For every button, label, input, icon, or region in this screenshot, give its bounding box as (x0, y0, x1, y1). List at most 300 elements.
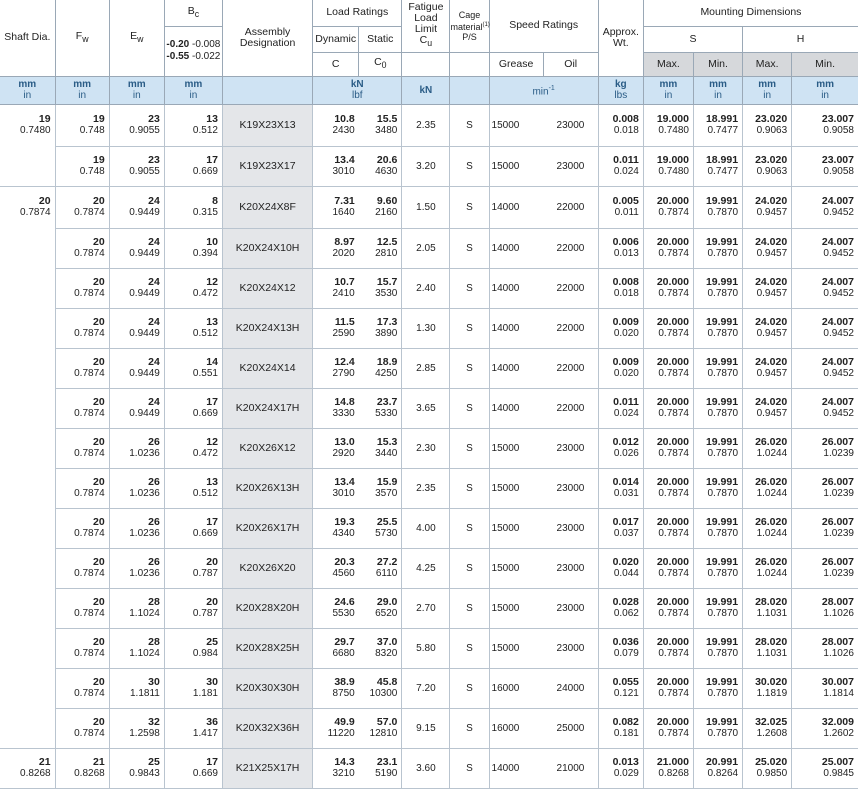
unit-shaft: mm in (0, 76, 55, 104)
cell-cage: S (450, 146, 489, 186)
cell-fw: 20 0.7874 (55, 428, 109, 468)
cell-h-min: 24.007 0.9452 (792, 268, 858, 308)
cell-shaft-dia (0, 508, 55, 548)
cell-bc: 20 0.787 (164, 548, 222, 588)
cell-cage: S (450, 186, 489, 228)
cell-h-max: 26.020 1.0244 (743, 548, 792, 588)
header-approx-wt: Approx. Wt. (598, 0, 643, 76)
cell-weight: 0.006 0.013 (598, 228, 643, 268)
cell-cage: S (450, 228, 489, 268)
cell-s-min: 19.991 0.7870 (693, 428, 742, 468)
cell-ew: 23 0.9055 (109, 146, 164, 186)
cell-h-min: 26.007 1.0239 (792, 508, 858, 548)
cell-bc: 13 0.512 (164, 308, 222, 348)
cell-shaft-dia: 20 0.7874 (0, 186, 55, 228)
cell-dynamic-c: 12.4 2790 (313, 348, 359, 388)
cell-s-min: 20.991 0.8264 (693, 748, 742, 788)
cell-static-c0: 57.0 12810 (359, 708, 402, 748)
cell-shaft-dia (0, 268, 55, 308)
cell-oil: 22000 (543, 308, 598, 348)
cell-static-c0: 20.6 4630 (359, 146, 402, 186)
cell-h-min: 24.007 0.9452 (792, 388, 858, 428)
cell-weight: 0.028 0.062 (598, 588, 643, 628)
cell-h-min: 24.007 0.9452 (792, 348, 858, 388)
table-row (0, 628, 858, 668)
cell-grease: 15000 (489, 428, 543, 468)
cell-oil: 25000 (543, 708, 598, 748)
cell-grease: 15000 (489, 146, 543, 186)
cell-h-max: 24.020 0.9457 (743, 308, 792, 348)
header-grease: Grease (489, 52, 543, 76)
cell-oil: 23000 (543, 548, 598, 588)
cell-dynamic-c: 29.7 6680 (313, 628, 359, 668)
cell-s-min: 18.991 0.7477 (693, 104, 742, 146)
cell-oil: 22000 (543, 388, 598, 428)
cell-assembly-designation: K20X24X14 (222, 348, 312, 388)
cell-grease: 15000 (489, 104, 543, 146)
cell-assembly-designation: K21X25X17H (222, 748, 312, 788)
cell-oil: 23000 (543, 508, 598, 548)
cell-ew: 23 0.9055 (109, 104, 164, 146)
header-speed-ratings: Speed Ratings (489, 0, 598, 52)
cell-cage: S (450, 708, 489, 748)
cell-weight: 0.020 0.044 (598, 548, 643, 588)
header-fw: $F_w$ (55, 0, 109, 76)
cell-grease: 15000 (489, 508, 543, 548)
header-h-max: Max. (743, 52, 792, 76)
cell-cage: S (450, 748, 489, 788)
cell-shaft-dia (0, 588, 55, 628)
cell-bc: 8 0.315 (164, 186, 222, 228)
cell-assembly-designation: K20X28X20H (222, 588, 312, 628)
unit-h-min: mm in (792, 76, 858, 104)
cell-grease: 14000 (489, 268, 543, 308)
cell-static-c0: 9.60 2160 (359, 186, 402, 228)
cell-fatigue-cu: 7.20 (402, 668, 450, 708)
cell-weight: 0.011 0.024 (598, 388, 643, 428)
cell-weight: 0.011 0.024 (598, 146, 643, 186)
cell-cage: S (450, 508, 489, 548)
cell-oil: 24000 (543, 668, 598, 708)
cell-fw: 20 0.7874 (55, 186, 109, 228)
cell-bc: 36 1.417 (164, 708, 222, 748)
cell-s-max: 20.000 0.7874 (643, 508, 693, 548)
cell-s-min: 19.991 0.7870 (693, 708, 742, 748)
cell-static-c0: 25.5 5730 (359, 508, 402, 548)
cell-assembly-designation: K19X23X17 (222, 146, 312, 186)
cell-ew: 24 0.9449 (109, 308, 164, 348)
cell-weight: 0.036 0.079 (598, 628, 643, 668)
cell-s-min: 18.991 0.7477 (693, 146, 742, 186)
unit-fatigue: kN (402, 76, 450, 104)
cell-grease: 16000 (489, 668, 543, 708)
cell-ew: 26 1.0236 (109, 428, 164, 468)
cell-assembly-designation: K20X26X13H (222, 468, 312, 508)
cell-ew: 26 1.0236 (109, 548, 164, 588)
cell-fatigue-cu: 2.85 (402, 348, 450, 388)
cell-assembly-designation: K20X30X30H (222, 668, 312, 708)
cell-cage: S (450, 104, 489, 146)
cell-bc: 13 0.512 (164, 104, 222, 146)
cell-cage: S (450, 548, 489, 588)
cell-s-min: 19.991 0.7870 (693, 508, 742, 548)
cell-oil: 22000 (543, 186, 598, 228)
cell-static-c0: 15.9 3570 (359, 468, 402, 508)
cell-assembly-designation: K20X24X10H (222, 228, 312, 268)
cell-fw: 20 0.7874 (55, 708, 109, 748)
cell-fatigue-cu: 4.00 (402, 508, 450, 548)
cell-s-max: 20.000 0.7874 (643, 548, 693, 588)
cell-shaft-dia: 19 0.7480 (0, 104, 55, 146)
cell-weight: 0.009 0.020 (598, 348, 643, 388)
cell-h-max: 25.020 0.9850 (743, 748, 792, 788)
cell-fw: 20 0.7874 (55, 268, 109, 308)
cell-h-max: 26.020 1.0244 (743, 468, 792, 508)
cell-ew: 28 1.1024 (109, 628, 164, 668)
cell-fw: 20 0.7874 (55, 388, 109, 428)
cell-dynamic-c: 14.3 3210 (313, 748, 359, 788)
cell-static-c0: 15.3 3440 (359, 428, 402, 468)
cell-oil: 23000 (543, 588, 598, 628)
cell-ew: 24 0.9449 (109, 268, 164, 308)
cell-h-max: 30.020 1.1819 (743, 668, 792, 708)
cell-s-min: 19.991 0.7870 (693, 588, 742, 628)
cell-s-min: 19.991 0.7870 (693, 348, 742, 388)
cell-static-c0: 12.5 2810 (359, 228, 402, 268)
table-row (0, 708, 858, 748)
cell-grease: 15000 (489, 628, 543, 668)
cell-shaft-dia (0, 708, 55, 748)
cell-fw: 20 0.7874 (55, 628, 109, 668)
table-row (0, 388, 858, 428)
cell-dynamic-c: 11.5 2590 (313, 308, 359, 348)
cell-ew: 24 0.9449 (109, 186, 164, 228)
cell-grease: 14000 (489, 748, 543, 788)
cell-cage: S (450, 268, 489, 308)
cell-dynamic-c: 13.4 3010 (313, 468, 359, 508)
cell-fw: 20 0.7874 (55, 508, 109, 548)
cell-dynamic-c: 38.9 8750 (313, 668, 359, 708)
cell-grease: 14000 (489, 348, 543, 388)
cell-shaft-dia (0, 628, 55, 668)
cell-s-min: 19.991 0.7870 (693, 388, 742, 428)
cell-s-max: 19.000 0.7480 (643, 104, 693, 146)
cell-bc: 13 0.512 (164, 468, 222, 508)
cell-h-max: 24.020 0.9457 (743, 228, 792, 268)
cell-fatigue-cu: 3.20 (402, 146, 450, 186)
unit-bc: mm in (164, 76, 222, 104)
cell-grease: 15000 (489, 468, 543, 508)
cell-assembly-designation: K20X28X25H (222, 628, 312, 668)
cell-fw: 20 0.7874 (55, 468, 109, 508)
table-row (0, 508, 858, 548)
cell-h-min: 23.007 0.9058 (792, 146, 858, 186)
cell-h-min: 24.007 0.9452 (792, 228, 858, 268)
cell-shaft-dia (0, 428, 55, 468)
cell-assembly-designation: K20X32X36H (222, 708, 312, 748)
table-row (0, 548, 858, 588)
cell-weight: 0.012 0.026 (598, 428, 643, 468)
cell-bc: 17 0.669 (164, 508, 222, 548)
table-row (0, 228, 858, 268)
header-c0: $C_0$ (359, 52, 402, 76)
cell-assembly-designation: K20X26X17H (222, 508, 312, 548)
cell-s-max: 20.000 0.7874 (643, 428, 693, 468)
cell-h-min: 26.007 1.0239 (792, 468, 858, 508)
cell-shaft-dia (0, 146, 55, 186)
unit-wt: kg lbs (598, 76, 643, 104)
cell-bc: 17 0.669 (164, 748, 222, 788)
cell-h-max: 28.020 1.1031 (743, 628, 792, 668)
cell-static-c0: 23.7 5330 (359, 388, 402, 428)
cell-dynamic-c: 10.7 2410 (313, 268, 359, 308)
cell-fatigue-cu: 5.80 (402, 628, 450, 668)
cell-shaft-dia (0, 388, 55, 428)
cell-fw: 20 0.7874 (55, 668, 109, 708)
cell-ew: 28 1.1024 (109, 588, 164, 628)
cell-ew: 25 0.9843 (109, 748, 164, 788)
cell-s-max: 20.000 0.7874 (643, 268, 693, 308)
cell-h-max: 24.020 0.9457 (743, 186, 792, 228)
unit-fw: mm in (55, 76, 109, 104)
cell-fatigue-cu: 3.60 (402, 748, 450, 788)
cell-fatigue-cu: 2.35 (402, 104, 450, 146)
cell-s-min: 19.991 0.7870 (693, 628, 742, 668)
cell-fatigue-cu: 2.05 (402, 228, 450, 268)
unit-ew: mm in (109, 76, 164, 104)
cell-s-max: 20.000 0.7874 (643, 308, 693, 348)
unit-h-max: mm in (743, 76, 792, 104)
cell-s-max: 20.000 0.7874 (643, 468, 693, 508)
cell-oil: 22000 (543, 228, 598, 268)
header-c: C (313, 52, 359, 76)
cell-s-max: 20.000 0.7874 (643, 388, 693, 428)
cell-ew: 26 1.0236 (109, 508, 164, 548)
cell-oil: 23000 (543, 146, 598, 186)
header-ew: $E_w$ (109, 0, 164, 76)
cell-grease: 15000 (489, 588, 543, 628)
cell-oil: 22000 (543, 348, 598, 388)
cell-s-max: 20.000 0.7874 (643, 628, 693, 668)
cell-s-max: 20.000 0.7874 (643, 228, 693, 268)
table-row (0, 308, 858, 348)
cell-grease: 16000 (489, 708, 543, 748)
cell-s-min: 19.991 0.7870 (693, 468, 742, 508)
header-cu-blank (402, 52, 450, 76)
cell-weight: 0.017 0.037 (598, 508, 643, 548)
table-row (0, 428, 858, 468)
table-row (0, 104, 858, 146)
cell-fatigue-cu: 9.15 (402, 708, 450, 748)
cell-oil: 23000 (543, 104, 598, 146)
cell-s-max: 20.000 0.7874 (643, 668, 693, 708)
table-row (0, 468, 858, 508)
cell-bc: 20 0.787 (164, 588, 222, 628)
cell-cage: S (450, 628, 489, 668)
units-row (0, 76, 858, 104)
cell-h-max: 23.020 0.9063 (743, 104, 792, 146)
cell-bc: 17 0.669 (164, 388, 222, 428)
header-shaft-dia: Shaft Dia. (0, 0, 55, 76)
cell-s-min: 19.991 0.7870 (693, 668, 742, 708)
header-bc-tolerance: -0.20 -0.008 -0.55 -0.022 (164, 26, 222, 76)
header-h-min: Min. (792, 52, 858, 76)
cell-grease: 14000 (489, 308, 543, 348)
cell-h-min: 28.007 1.1026 (792, 628, 858, 668)
cell-fw: 19 0.748 (55, 146, 109, 186)
header-bc: $B_c$ (164, 0, 222, 26)
cell-fatigue-cu: 2.35 (402, 468, 450, 508)
cell-oil: 21000 (543, 748, 598, 788)
cell-h-max: 26.020 1.0244 (743, 428, 792, 468)
cell-h-min: 32.009 1.2602 (792, 708, 858, 748)
cell-s-max: 20.000 0.7874 (643, 588, 693, 628)
table-row (0, 348, 858, 388)
cell-bc: 14 0.551 (164, 348, 222, 388)
cell-bc: 12 0.472 (164, 268, 222, 308)
cell-cage: S (450, 668, 489, 708)
cell-ew: 32 1.2598 (109, 708, 164, 748)
cell-h-min: 23.007 0.9058 (792, 104, 858, 146)
table-row (0, 668, 858, 708)
cell-shaft-dia (0, 308, 55, 348)
cell-weight: 0.009 0.020 (598, 308, 643, 348)
cell-assembly-designation: K19X23X13 (222, 104, 312, 146)
cell-s-max: 21.000 0.8268 (643, 748, 693, 788)
cell-oil: 23000 (543, 428, 598, 468)
cell-static-c0: 45.8 10300 (359, 668, 402, 708)
table-row (0, 186, 858, 228)
cell-fw: 20 0.7874 (55, 588, 109, 628)
cell-cage: S (450, 588, 489, 628)
cell-shaft-dia: 21 0.8268 (0, 748, 55, 788)
header-s: S (643, 26, 742, 52)
cell-dynamic-c: 14.8 3330 (313, 388, 359, 428)
table-row (0, 588, 858, 628)
cell-cage: S (450, 468, 489, 508)
cell-assembly-designation: K20X24X8F (222, 186, 312, 228)
cell-weight: 0.013 0.029 (598, 748, 643, 788)
cell-h-min: 28.007 1.1026 (792, 588, 858, 628)
cell-static-c0: 15.5 3480 (359, 104, 402, 146)
cell-bc: 12 0.472 (164, 428, 222, 468)
cell-static-c0: 37.0 8320 (359, 628, 402, 668)
cell-s-min: 19.991 0.7870 (693, 548, 742, 588)
cell-assembly-designation: K20X26X12 (222, 428, 312, 468)
cell-s-max: 19.000 0.7480 (643, 146, 693, 186)
cell-fatigue-cu: 2.70 (402, 588, 450, 628)
cell-oil: 23000 (543, 628, 598, 668)
cell-bc: 30 1.181 (164, 668, 222, 708)
cell-assembly-designation: K20X24X12 (222, 268, 312, 308)
cell-s-max: 20.000 0.7874 (643, 348, 693, 388)
unit-s-max: mm in (643, 76, 693, 104)
cell-weight: 0.008 0.018 (598, 268, 643, 308)
table-row (0, 146, 858, 186)
cell-fw: 20 0.7874 (55, 548, 109, 588)
cell-cage: S (450, 308, 489, 348)
cell-fatigue-cu: 4.25 (402, 548, 450, 588)
cell-s-max: 20.000 0.7874 (643, 708, 693, 748)
cell-s-min: 19.991 0.7870 (693, 228, 742, 268)
cell-fw: 20 0.7874 (55, 348, 109, 388)
cell-fatigue-cu: 2.30 (402, 428, 450, 468)
cell-dynamic-c: 49.9 11220 (313, 708, 359, 748)
cell-oil: 22000 (543, 268, 598, 308)
cell-assembly-designation: K20X24X13H (222, 308, 312, 348)
cell-dynamic-c: 10.8 2430 (313, 104, 359, 146)
cell-grease: 14000 (489, 388, 543, 428)
cell-s-min: 19.991 0.7870 (693, 308, 742, 348)
cell-bc: 17 0.669 (164, 146, 222, 186)
unit-desig (222, 76, 312, 104)
cell-dynamic-c: 19.3 4340 (313, 508, 359, 548)
cell-static-c0: 23.1 5190 (359, 748, 402, 788)
header-load-ratings: Load Ratings (313, 0, 402, 26)
cell-h-min: 26.007 1.0239 (792, 548, 858, 588)
header-dynamic: Dynamic (313, 26, 359, 52)
cell-s-min: 19.991 0.7870 (693, 186, 742, 228)
cell-static-c0: 17.3 3890 (359, 308, 402, 348)
cell-h-min: 25.007 0.9845 (792, 748, 858, 788)
cell-h-max: 32.025 1.2608 (743, 708, 792, 748)
unit-load-ratings: kN lbf (313, 76, 402, 104)
cell-shaft-dia (0, 348, 55, 388)
cell-h-max: 23.020 0.9063 (743, 146, 792, 186)
cell-assembly-designation: K20X26X20 (222, 548, 312, 588)
header-static: Static (359, 26, 402, 52)
cell-weight: 0.014 0.031 (598, 468, 643, 508)
header-h: H (743, 26, 858, 52)
cell-bc: 10 0.394 (164, 228, 222, 268)
cell-static-c0: 27.2 6110 (359, 548, 402, 588)
cell-dynamic-c: 24.6 5530 (313, 588, 359, 628)
cell-fatigue-cu: 1.50 (402, 186, 450, 228)
cell-dynamic-c: 20.3 4560 (313, 548, 359, 588)
table-row (0, 748, 858, 788)
cell-dynamic-c: 8.97 2020 (313, 228, 359, 268)
cell-dynamic-c: 7.31 1640 (313, 186, 359, 228)
cell-fatigue-cu: 3.65 (402, 388, 450, 428)
cell-ew: 26 1.0236 (109, 468, 164, 508)
header-s-max: Max. (643, 52, 693, 76)
unit-speed: $\min^{-1}$ (489, 76, 598, 104)
cell-cage: S (450, 348, 489, 388)
cell-cage: S (450, 388, 489, 428)
cell-dynamic-c: 13.0 2920 (313, 428, 359, 468)
cell-h-min: 24.007 0.9452 (792, 308, 858, 348)
cell-h-min: 24.007 0.9452 (792, 186, 858, 228)
cell-weight: 0.005 0.011 (598, 186, 643, 228)
cell-s-max: 20.000 0.7874 (643, 186, 693, 228)
cell-h-max: 28.020 1.1031 (743, 588, 792, 628)
cell-shaft-dia (0, 548, 55, 588)
cell-ew: 24 0.9449 (109, 388, 164, 428)
cell-h-max: 24.020 0.9457 (743, 388, 792, 428)
cell-weight: 0.082 0.181 (598, 708, 643, 748)
table-row (0, 268, 858, 308)
cell-h-min: 30.007 1.1814 (792, 668, 858, 708)
unit-cage (450, 76, 489, 104)
cell-fw: 19 0.748 (55, 104, 109, 146)
cell-fatigue-cu: 1.30 (402, 308, 450, 348)
cell-h-min: 26.007 1.0239 (792, 428, 858, 468)
cell-ew: 24 0.9449 (109, 228, 164, 268)
header-fatigue-load-limit: Fatigue Load Limit $C_u$ (402, 0, 450, 52)
cell-shaft-dia (0, 228, 55, 268)
header-assembly-designation: Assembly Designation (222, 0, 312, 76)
unit-s-min: mm in (693, 76, 742, 104)
